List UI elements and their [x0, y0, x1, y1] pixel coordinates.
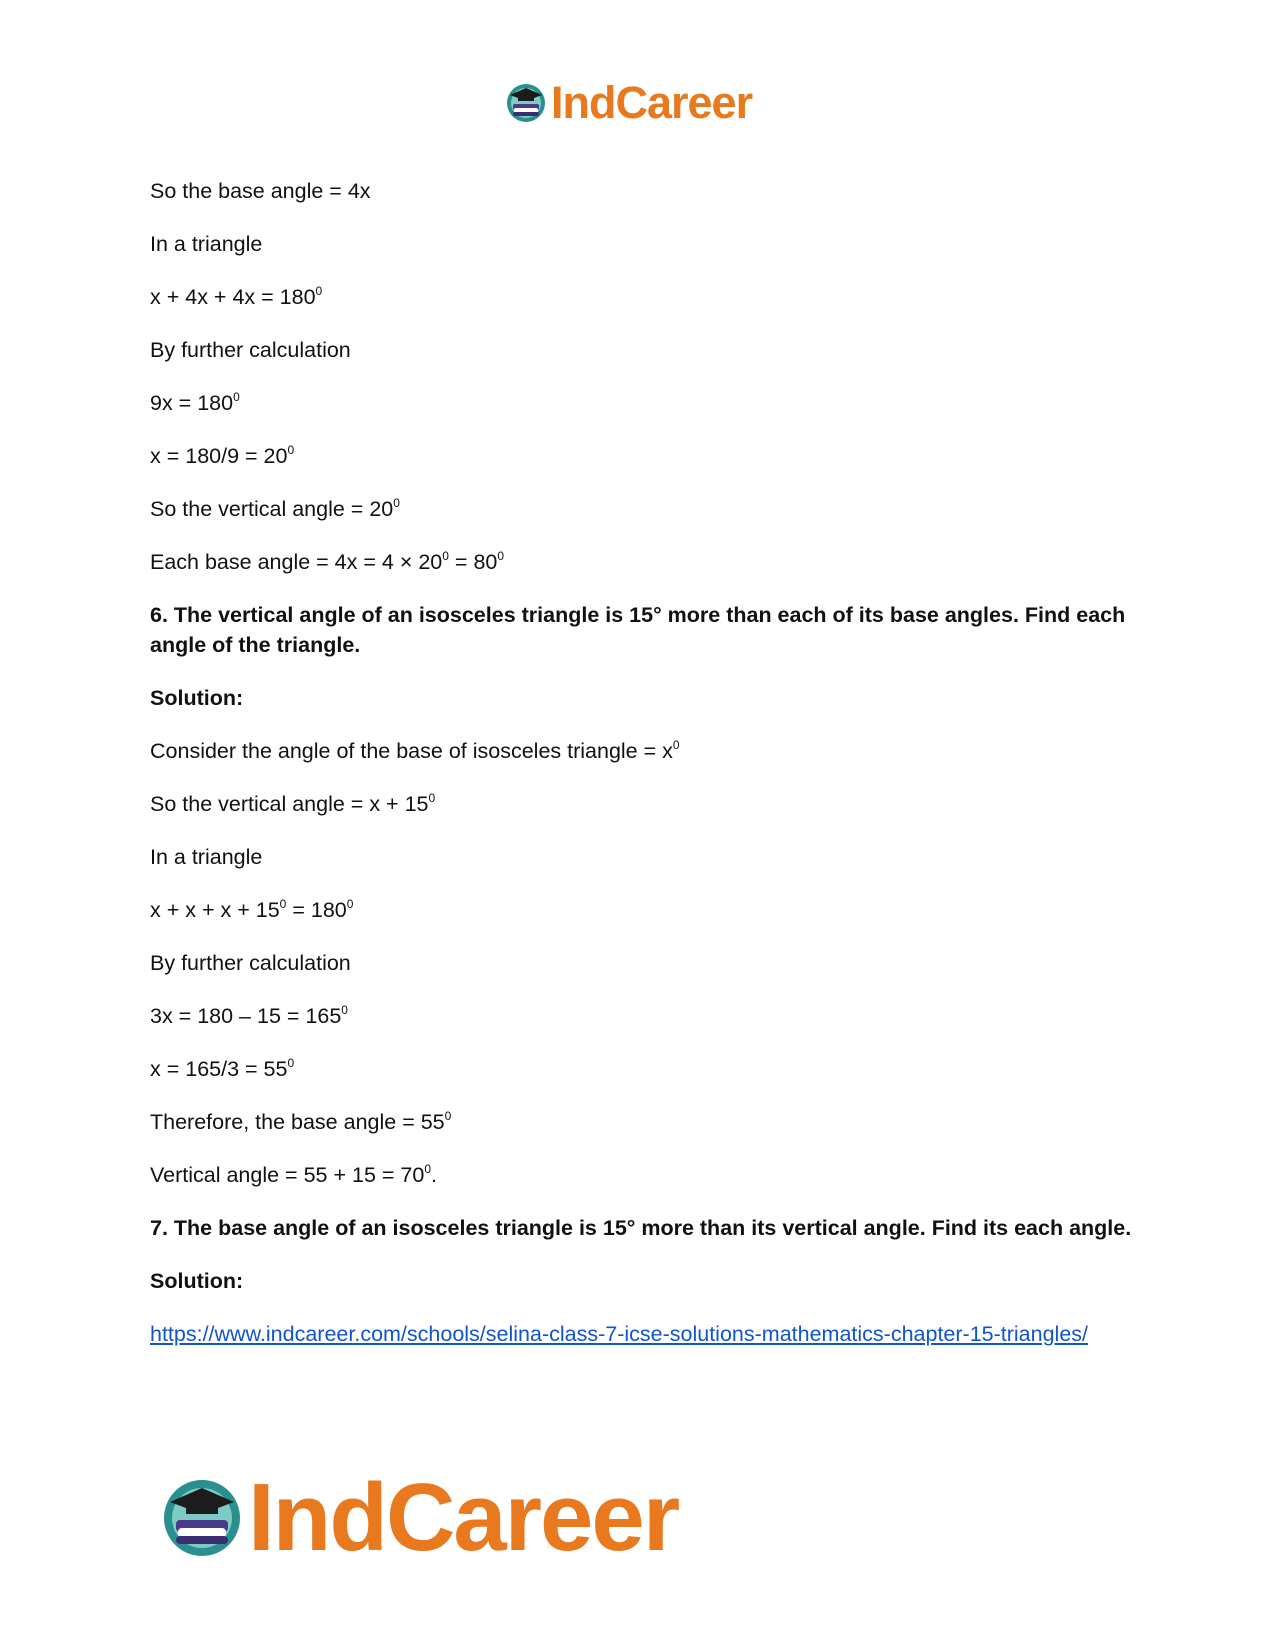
header-logo	[505, 78, 752, 128]
logo-wordmark: IndCareer	[551, 77, 753, 128]
text-line: Consider the angle of the base of isosceles triangle = $x^0$	[150, 738, 680, 763]
text-line: In a triangle	[150, 845, 263, 869]
text-line: $9x = 180^0$	[150, 390, 240, 415]
graduation-book-icon	[160, 1476, 244, 1560]
text-line: $x = 180/9 = 20^0$	[150, 443, 295, 468]
text-line: $x + 4x + 4x = 180^0$	[150, 284, 323, 309]
solution-label: Solution:	[150, 1269, 244, 1293]
text-line: So the base angle = 4x	[150, 179, 371, 203]
text-line: Each base angle = $4x = 4 \times 20^0 = 80^0$	[150, 549, 505, 574]
text-line: $x + x + x + 15^0 = 180^0$	[150, 897, 354, 922]
text-line: By further calculation	[150, 338, 351, 362]
text-line: In a triangle	[150, 232, 263, 256]
question-6: 6. The vertical angle of an isosceles triangle is 15° more than each of its base angles. Find each angle of the triangle.	[150, 603, 1126, 657]
text-line: So the vertical angle = $x + 15^0$	[150, 791, 436, 816]
text-line: By further calculation	[150, 951, 351, 975]
footer-logo	[160, 1464, 679, 1571]
graduation-book-icon	[505, 82, 547, 124]
text-line: $x = 165/3 = 55^0$	[150, 1056, 295, 1081]
text-line: Vertical angle = $55 + 15 = 70^0$.	[150, 1162, 438, 1187]
text-line: Therefore, the base angle = $55^0$	[150, 1109, 452, 1134]
logo-wordmark: IndCareer	[248, 1464, 679, 1571]
source-link[interactable]: https://www.indcareer.com/schools/selina-class-7-icse-solutions-mathematics-chapter-15-triangles/	[150, 1322, 1089, 1346]
text-line: $3x = 180 - 15 = 165^0$	[150, 1003, 348, 1028]
solution-label: Solution:	[150, 686, 244, 710]
document-body	[150, 176, 1140, 1349]
text-line: So the vertical angle = $20^0$	[150, 496, 400, 521]
question-7: 7. The base angle of an isosceles triangle is 15° more than its vertical angle. Find its each angle.	[150, 1216, 1132, 1240]
